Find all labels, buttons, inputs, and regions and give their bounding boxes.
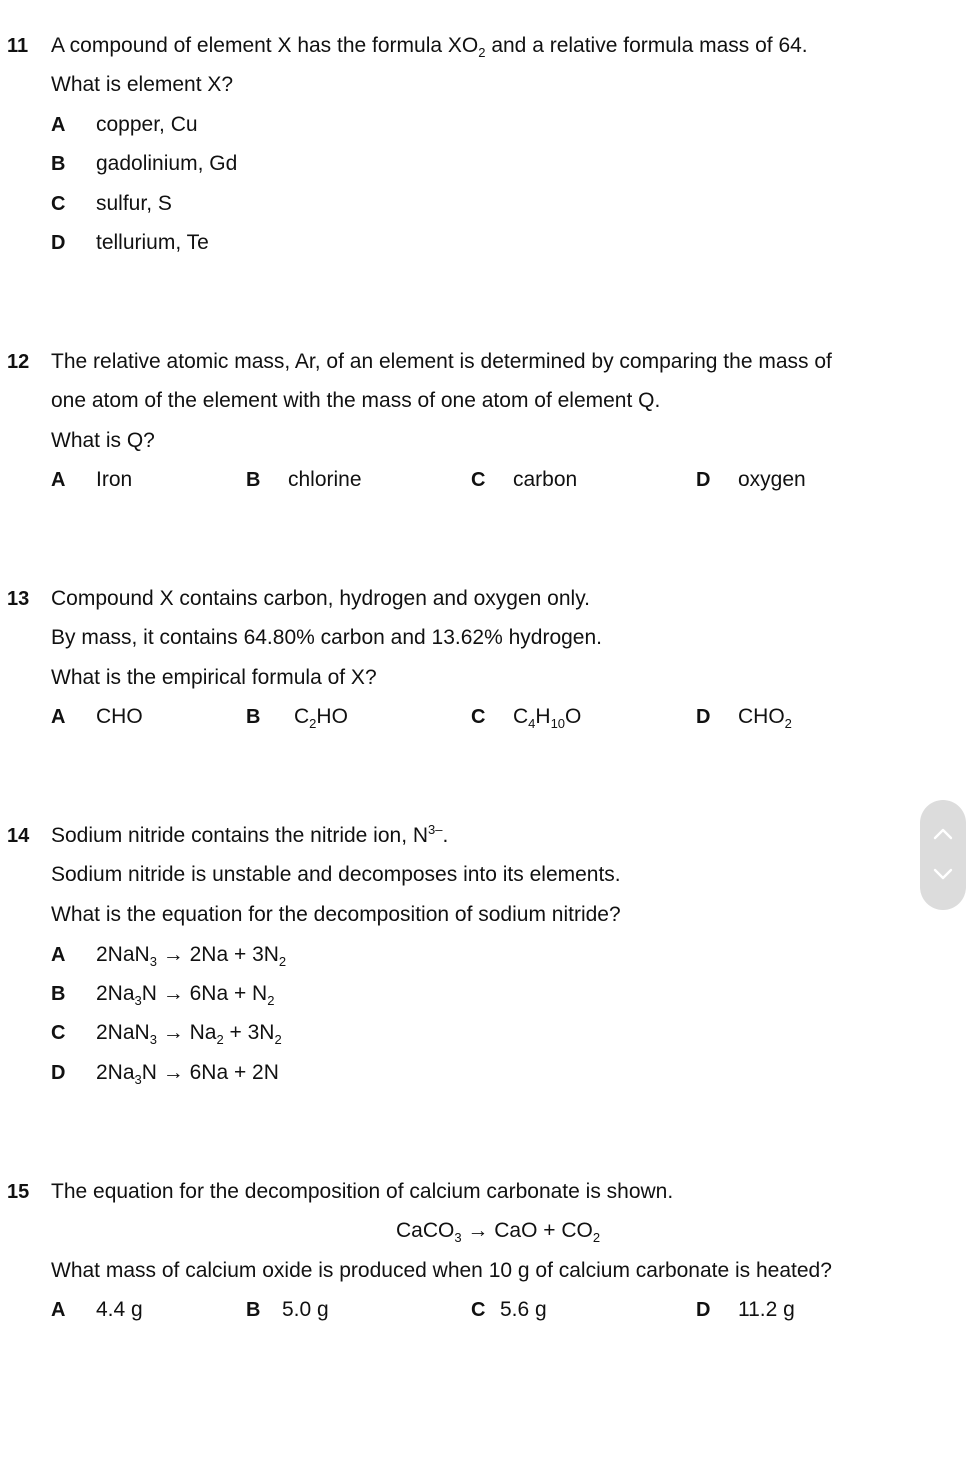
option-text: tellurium, Te bbox=[96, 231, 209, 254]
option-letter: A bbox=[51, 469, 66, 491]
option-letter: C bbox=[51, 193, 66, 215]
question-number: 14 bbox=[7, 825, 30, 847]
option-text: carbon bbox=[513, 468, 578, 491]
question-stem: The equation for the decomposition of calcium carbonate is shown. bbox=[51, 1180, 674, 1203]
chevron-up-icon[interactable] bbox=[920, 814, 966, 854]
option-text: CHO bbox=[96, 705, 143, 728]
question-stem: What is element X? bbox=[51, 73, 234, 96]
option-letter: C bbox=[471, 1299, 486, 1321]
question-stem: A compound of element X has the formula $XO_2$ and a relative formula mass of 64. bbox=[51, 34, 808, 60]
question-stem: The relative atomic mass, Ar, of an element is determined by comparing the mass of bbox=[51, 350, 832, 373]
question-number: 12 bbox=[7, 351, 30, 373]
option-letter: C bbox=[471, 706, 486, 728]
page-scroller[interactable] bbox=[920, 800, 966, 910]
question-stem: What mass of calcium oxide is produced when 10 g of calcium carbonate is heated? bbox=[51, 1259, 832, 1282]
option-equation: $2NaN_3 \to Na_2 + 3N_2$ bbox=[96, 1021, 282, 1047]
option-text: 5.6 g bbox=[500, 1298, 547, 1321]
option-letter: B bbox=[51, 153, 66, 175]
option-letter: A bbox=[51, 944, 66, 966]
option-letter: B bbox=[246, 706, 261, 728]
option-letter: A bbox=[51, 114, 66, 136]
option-text: gadolinium, Gd bbox=[96, 152, 238, 175]
option-text: Iron bbox=[96, 468, 133, 491]
option-formula: $CHO_2$ bbox=[738, 705, 792, 731]
option-text: 5.0 g bbox=[282, 1298, 329, 1321]
question-stem: By mass, it contains 64.80% carbon and 13.62% hydrogen. bbox=[51, 626, 603, 649]
question-number: 13 bbox=[7, 588, 30, 610]
option-letter: D bbox=[696, 706, 711, 728]
option-letter: C bbox=[51, 1022, 66, 1044]
option-formula: $C_2HO$ bbox=[294, 705, 348, 731]
option-letter: B bbox=[246, 469, 261, 491]
option-letter: A bbox=[51, 1299, 66, 1321]
equation: CaCO$_3$ → CaO + $CO_2$ bbox=[396, 1219, 601, 1245]
option-letter: D bbox=[51, 232, 66, 254]
option-letter: D bbox=[696, 1299, 711, 1321]
option-text: oxygen bbox=[738, 468, 806, 491]
question-stem: Compound X contains carbon, hydrogen and oxygen only. bbox=[51, 587, 590, 610]
option-letter: B bbox=[246, 1299, 261, 1321]
option-letter: A bbox=[51, 706, 66, 728]
option-equation: $2NaN_3 \to 2Na + 3N_2$ bbox=[96, 943, 287, 969]
question-stem: one atom of the element with the mass of one atom of element Q. bbox=[51, 389, 661, 412]
question-number: 15 bbox=[7, 1181, 30, 1203]
question-stem: Sodium nitride contains the nitride ion, $N^{3-}$. bbox=[51, 822, 449, 847]
option-text: 11.2 g bbox=[738, 1298, 795, 1321]
chevron-down-icon[interactable] bbox=[920, 854, 966, 894]
option-text: sulfur, S bbox=[96, 192, 172, 215]
question-stem: What is Q? bbox=[51, 429, 155, 452]
question-stem: Sodium nitride is unstable and decomposes into its elements. bbox=[51, 863, 621, 886]
option-text: chlorine bbox=[288, 468, 362, 491]
option-text: 4.4 g bbox=[96, 1298, 143, 1321]
question-stem: What is the empirical formula of X? bbox=[51, 666, 377, 689]
question-stem: What is the equation for the decomposition of sodium nitride? bbox=[51, 903, 621, 926]
option-text: copper, Cu bbox=[96, 113, 198, 136]
question-number: 11 bbox=[7, 35, 29, 57]
option-letter: D bbox=[696, 469, 711, 491]
option-formula: $C_4H_{10}O$ bbox=[513, 705, 582, 731]
option-letter: D bbox=[51, 1062, 66, 1084]
option-equation: $2Na_3N \to 6Na + 2N$ bbox=[96, 1061, 279, 1087]
option-equation: $2Na_3N \to 6Na + N_2$ bbox=[96, 982, 275, 1008]
option-letter: C bbox=[471, 469, 486, 491]
option-letter: B bbox=[51, 983, 66, 1005]
